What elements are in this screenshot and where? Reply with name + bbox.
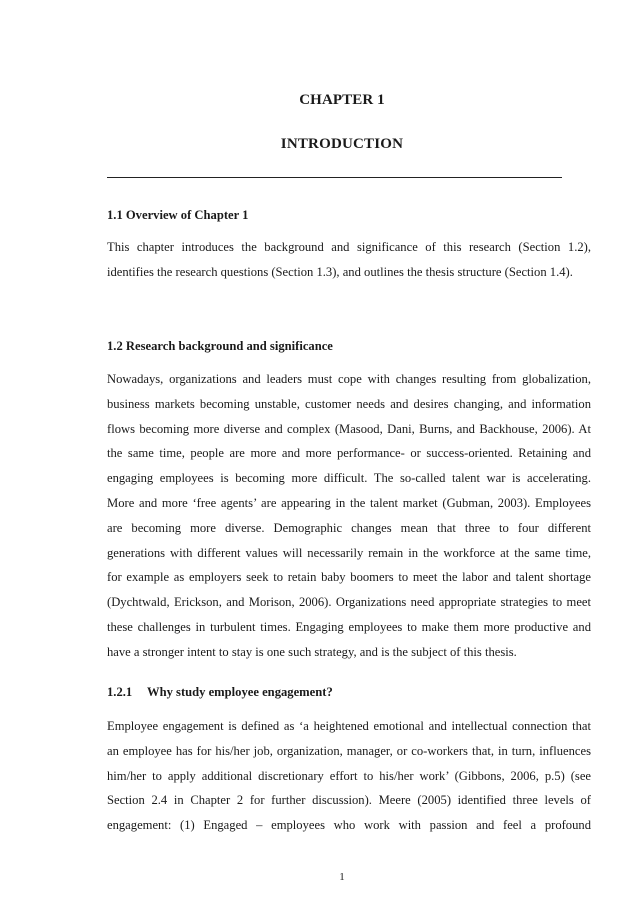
paragraph-line: identifies the research questions (Section 1.3), and outlines the thesis structure (Section 1.4). — [107, 264, 573, 279]
paragraph-line: are becoming more diverse. Demographic changes mean that three to four different — [107, 520, 591, 535]
paragraph-line: More and more ‘free agents’ are appearing in the talent market (Gubman, 2003). Employees — [107, 495, 591, 510]
section-1-2-heading: 1.2 Research background and significance — [107, 339, 333, 353]
paragraph-line: engaging employees is becoming more difficult. The so-called talent war is accelerating. — [107, 471, 591, 486]
page-number: 1 — [339, 871, 345, 883]
paragraph-line: Section 2.4 in Chapter 2 for further discussion). Meere (2005) identified three levels of — [107, 793, 591, 808]
paragraph-line: these challenges in turbulent times. Engaging employees to make them more productive and — [107, 619, 591, 634]
paragraph-line: Nowadays, organizations and leaders must cope with changes resulting from globalization, — [107, 372, 591, 386]
section-1-2-paragraph — [107, 367, 591, 665]
section-1-2-1-paragraph — [107, 714, 591, 838]
paragraph-line: flows becoming more diverse and complex (Masood, Dani, Burns, and Backhouse, 2006). At — [107, 421, 591, 436]
paragraph-line: generations with different values will necessarily remain in the workforce at the same time, — [107, 545, 591, 560]
paragraph-line: him/her to apply additional discretionary effort to his/her work’ (Gibbons, 2006, p.5) (see — [107, 768, 591, 783]
title-divider — [107, 177, 562, 178]
section-1-1-paragraph — [107, 235, 591, 285]
chapter-title: INTRODUCTION — [280, 136, 404, 152]
section-1-2-1-heading — [107, 685, 333, 700]
paragraph-line: the same time, people are more and more performance- or success-oriented. Retaining and — [107, 446, 591, 461]
paragraph-line: This chapter introduces the background and significance of this research (Section 1.2), — [107, 240, 591, 254]
paragraph-line: for example as employers seek to retain baby boomers to meet the labor and talent shortage — [107, 570, 591, 585]
paragraph-line: business markets becoming unstable, customer needs and desires changing, and information — [107, 396, 591, 411]
section-number: 1.2.1 — [107, 685, 133, 699]
section-title: Why study employee engagement? — [147, 685, 333, 699]
chapter-label: CHAPTER 1 — [299, 92, 385, 108]
paragraph-line: Employee engagement is defined as ‘a heightened emotional and intellectual connection that — [107, 719, 591, 733]
section-1-1-heading: 1.1 Overview of Chapter 1 — [107, 208, 249, 222]
paragraph-line: engagement: (1) Engaged – employees who work with passion and feel a profound — [107, 818, 591, 833]
paragraph-line: have a stronger intent to stay is one such strategy, and is the subject of this thesis. — [107, 644, 517, 659]
paragraph-line: an employee has for his/her job, organization, manager, or co-workers that, in turn, influences — [107, 743, 591, 758]
paragraph-line: (Dychtwald, Erickson, and Morison, 2006). Organizations need appropriate strategies to meet — [107, 595, 591, 610]
